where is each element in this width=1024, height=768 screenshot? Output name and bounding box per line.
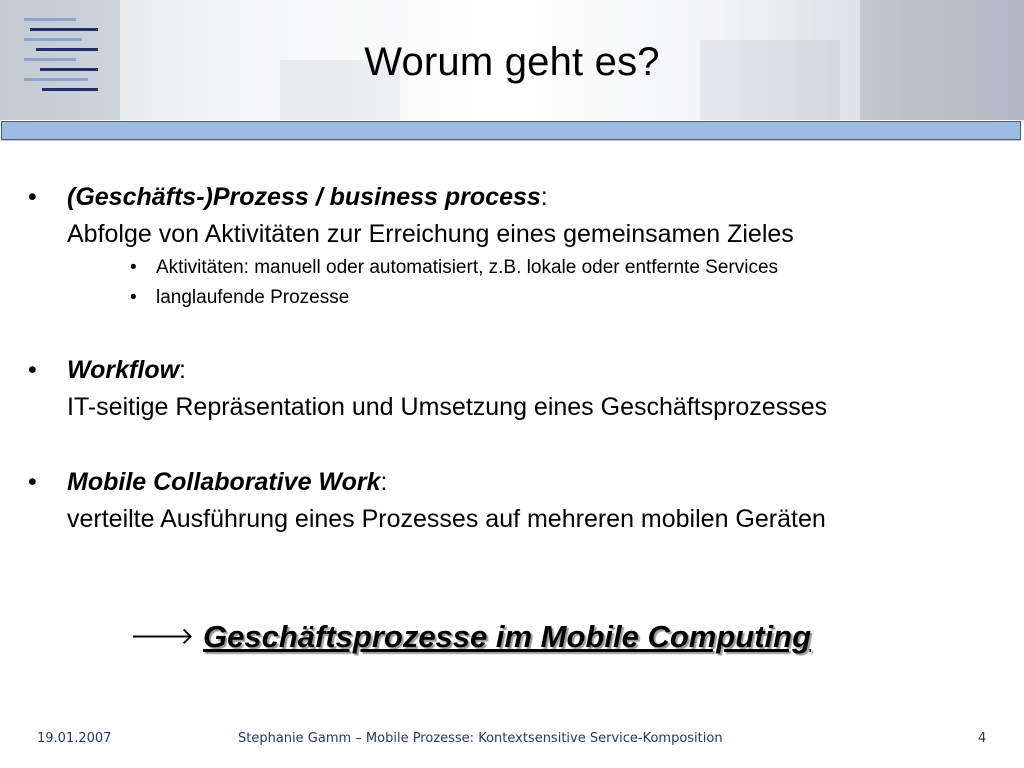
sub-bullet-marker: • — [130, 287, 137, 308]
bullet-term-line: Workflow: — [67, 356, 186, 384]
bullet-term-line: Mobile Collaborative Work: — [67, 468, 388, 496]
right-arrow-icon: 🡒 — [130, 622, 195, 650]
bullet-definition: IT-seitige Repräsentation und Umsetzung eines Geschäftsprozesses — [67, 393, 828, 421]
bullet-marker: • — [28, 183, 37, 211]
sub-bullet-item: langlaufende Prozesse — [156, 287, 350, 308]
footer-date: 19.01.2007 — [37, 731, 112, 746]
bullet-definition: Abfolge von Aktivitäten zur Erreichung eines gemeinsamen Zieles — [67, 220, 794, 248]
slide-title: Worum geht es? — [364, 40, 660, 84]
bullet-marker: • — [28, 356, 37, 384]
bullet-term: Mobile Collaborative Work — [67, 468, 381, 496]
sub-bullet-marker: • — [130, 257, 137, 278]
bullet-term: (Geschäfts-)Prozess / business process — [67, 183, 541, 211]
bullet-definition: verteilte Ausführung eines Prozesses auf mehreren mobilen Geräten — [67, 505, 826, 533]
bullet-marker: • — [28, 468, 37, 496]
page-number: 4 — [978, 731, 987, 746]
bullet-term-line: (Geschäfts-)Prozess / business process: — [67, 183, 548, 211]
conclusion-line — [130, 618, 811, 655]
sub-bullet-item: Aktivitäten: manuell oder automatisiert, z.B. lokale oder entfernte Services — [156, 257, 779, 278]
bullet-term: Workflow — [67, 356, 180, 384]
conclusion-text: Geschäftsprozesse im Mobile Computing — [202, 619, 812, 654]
footer-author-title: Stephanie Gamm – Mobile Prozesse: Kontextsensitive Service-Komposition — [238, 731, 723, 746]
